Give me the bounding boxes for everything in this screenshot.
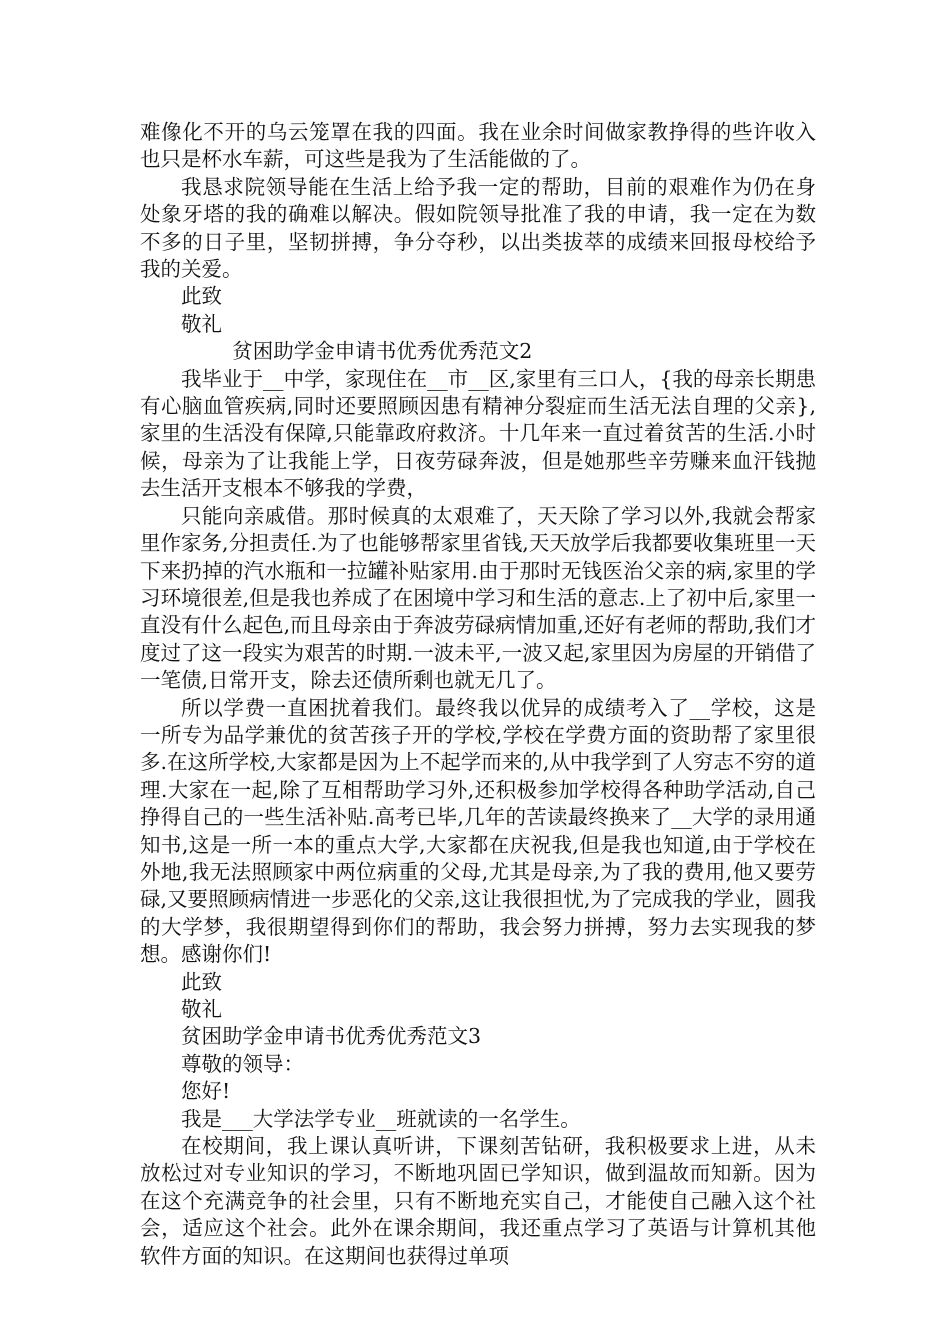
section-title-2: 贫困助学金申请书优秀优秀范文2 (232, 339, 533, 364)
paragraph-tuition: 所以学费一直困扰着我们。最终我以优异的成绩考入了__学校，这是一所专为品学兼优的贫苦孩子开的学校,学校在学费方面的资助帮了家里很多.在这所学校,大家都是因为上不起学而来的,从中我学到了人穷志不穷的道理.大家在一起,除了互相帮助学习外,还积极参加学校得各种助学活动,自己挣得自己的一些生活补贴.高考已毕,几年的苦读最终换来了__大学的录用通知书,这是一所一本的重点大学,大家都在庆祝我,但是我也知道,由于学校在外地,我无法照顾家中两位病重的父母,尤其是母亲,为了我的费用,他又要劳碌,又要照顾病情进一步恶化的父亲,这让我很担忧,为了完成我的学业，圆我的大学梦，我很期望得到你们的帮助，我会努力拼搏，努力去实现我的梦想。感谢你们! (140, 695, 816, 967)
paragraph-study: 在校期间，我上课认真听讲，下课刻苦钻研，我积极要求上进，从未放松过对专业知识的学习，不断地巩固已学知识，做到温故而知新。因为在这个充满竞争的社会里，只有不断地充实自己，才能使自己融入这个社会，适应这个社会。此外在课余期间，我还重点学习了英语与计算机其他软件方面的知识。在这期间也获得过单项 (140, 1134, 816, 1268)
document-body (140, 119, 816, 1270)
closing-jingli: 敬礼 (181, 311, 222, 336)
paragraph-request: 我恳求院领导能在生活上给予我一定的帮助，目前的艰难作为仍在身处象牙塔的我的确难以解决。假如院领导批准了我的申请，我一定在为数不多的日子里，坚韧拼搏，争分夺秒，以出类拔萃的成绩来回报母校给予我的关爱。 (140, 174, 816, 282)
greeting: 您好! (181, 1079, 231, 1104)
closing-cizhi-2: 此致 (181, 969, 222, 994)
closing-cizhi: 此致 (181, 284, 222, 309)
closing-jingli-2: 敬礼 (181, 997, 222, 1021)
paragraph-continuation: 难像化不开的乌云笼罩在我的四面。我在业余时间做家教挣得的些许收入也只是杯水车薪，可这些是我为了生活能做的了。 (140, 120, 816, 172)
salutation: 尊敬的领导： (181, 1051, 304, 1076)
paragraph-family: 我毕业于__中学，家现住在__市__区,家里有三口人，{我的母亲长期患有心脑血管疾病,同时还要照顾因患有精神分裂症而生活无法自理的父亲},家里的生活没有保障,只能靠政府救济。十几年来一直过着贫苦的生活.小时候，母亲为了让我能上学，日夜劳碌奔波，但是她那些辛劳赚来血汗钱抛去生活开支根本不够我的学费， (140, 366, 816, 501)
paragraph-hardship: 只能向亲戚借。那时候真的太艰难了，天天除了学习以外,我就会帮家里作家务,分担责任.为了也能够帮家里省钱,天天放学后我都要收集班里一天下来扔掉的汽水瓶和一拉罐补贴家用.由于那时无钱医治父亲的病,家里的学习环境很差,但是我也养成了在困境中学习和生活的意志.上了初中后,家里一直没有什么起色,而且母亲由于奔波劳碌病情加重,还好有老师的帮助,我们才度过了这一段实为艰苦的时期.一波未平,一波又起,家里因为房屋的开销借了一笔债,日常开支，除去还债所剩也就无几了。 (140, 503, 816, 693)
paragraph-intro: 我是___大学法学专业__班就读的一名学生。 (181, 1106, 581, 1131)
section-title-3: 贫困助学金申请书优秀优秀范文3 (181, 1024, 482, 1049)
